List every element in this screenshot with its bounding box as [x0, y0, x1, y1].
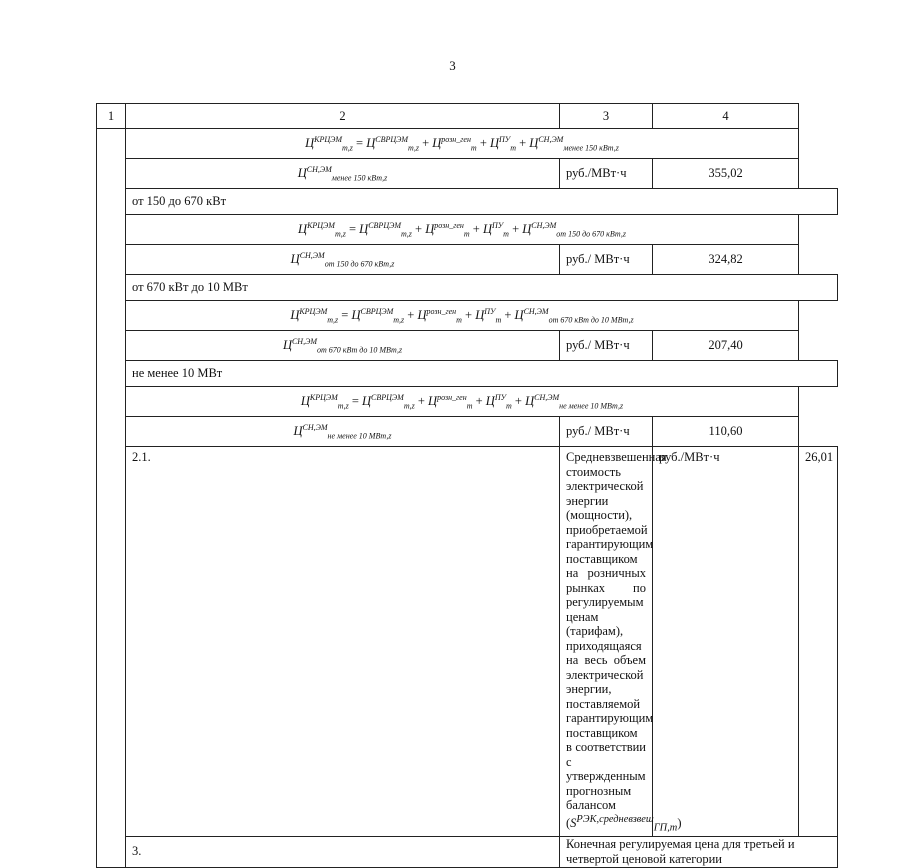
formula-row	[97, 215, 838, 245]
merged-number-cell	[97, 129, 126, 868]
header-col-3: 3	[560, 104, 653, 129]
formula-lhs: $Ц^{КРЦЭМ}_{m,z}$	[305, 134, 353, 153]
row-2-1	[97, 447, 838, 837]
formula-term-4: $Ц^{СН,ЭМ}_{не менее 10 МВт,z}$	[525, 392, 624, 411]
unit-cell: руб./МВт·ч	[560, 159, 653, 189]
formula-row	[97, 129, 838, 159]
formula-term-1: $Ц^{СВРЦЭМ}_{m,z}$	[366, 134, 419, 153]
unit-cell: руб./ МВт·ч	[560, 245, 653, 275]
param-term: $Ц^{СН,ЭМ}_{от 670 кВт до 10 МВт,z}$	[282, 336, 403, 355]
formula-term-3: $Ц^{ПУ}_m$	[482, 220, 509, 239]
band-label: не менее 10 МВт	[126, 361, 838, 387]
param-row	[97, 331, 838, 361]
row-3	[97, 836, 838, 867]
formula-term-2: $Ц^{розн\_ген}_m$	[432, 134, 477, 153]
param-symbol	[126, 245, 560, 275]
row-number: 2.1.	[126, 447, 560, 837]
unit-cell: руб./МВт·ч	[653, 447, 799, 837]
param-row	[97, 159, 838, 189]
formula-term-2: $Ц^{розн\_ген}_m$	[417, 306, 462, 325]
formula-term-1: $Ц^{СВРЦЭМ}_{m,z}$	[351, 306, 405, 325]
header-col-4: 4	[653, 104, 799, 129]
band-row	[97, 275, 838, 301]
param-row	[97, 417, 838, 447]
formula-term-2: $Ц^{розн\_ген}_m$	[428, 392, 473, 411]
value-cell: 110,60	[653, 417, 799, 447]
header-row	[97, 104, 838, 129]
param-term: $Ц^{СН,ЭМ}_{менее 150 кВт,z}$	[297, 164, 388, 183]
param-term: $Ц^{СН,ЭМ}_{не менее 10 МВт,z}$	[293, 422, 392, 441]
value-cell: 355,02	[653, 159, 799, 189]
formula-term-4: $Ц^{СН,ЭМ}_{от 670 кВт до 10 МВт,z}$	[514, 306, 634, 325]
formula-lhs: $Ц^{КРЦЭМ}_{m,z}$	[290, 306, 339, 325]
row-text: Конечная регулируемая цена для третьей и четвертой ценовой категории	[560, 836, 838, 867]
formula-term-4: $Ц^{СН,ЭМ}_{менее 150 кВт,z}$	[529, 134, 619, 153]
formula-lhs: $Ц^{КРЦЭМ}_{m,z}$	[300, 392, 349, 411]
value-cell: 324,82	[653, 245, 799, 275]
row-number: 3.	[126, 836, 560, 867]
formula: $Ц^{КРЦЭМ}_{m,z} = Ц^{СВРЦЭМ}_{m,z} + Ц^{розн\_ген}_m + Ц^{ПУ}_m + Ц^{СН,ЭМ}_{менее 150 кВт,z}$	[126, 129, 799, 159]
tariff-table	[96, 103, 838, 868]
param-symbol	[126, 159, 560, 189]
param-symbol	[126, 417, 560, 447]
balance-symbol: $S^{РЭК,средневзвеш}_{ГП,m}$	[570, 813, 678, 834]
formula-term-3: $Ц^{ПУ}_m$	[485, 392, 512, 411]
band-label: от 150 до 670 кВт	[126, 189, 838, 215]
band-row	[97, 189, 838, 215]
param-symbol	[126, 331, 560, 361]
formula: $Ц^{КРЦЭМ}_{m,z} = Ц^{СВРЦЭМ}_{m,z} + Ц^{розн\_ген}_m + Ц^{ПУ}_m + Ц^{СН,ЭМ}_{от 150 до 670 кВт,z}$	[126, 215, 799, 245]
param-term: $Ц^{СН,ЭМ}_{от 150 до 670 кВт,z}$	[290, 250, 395, 269]
formula-term-3: $Ц^{ПУ}_m$	[475, 306, 502, 325]
formula-term-1: $Ц^{СВРЦЭМ}_{m,z}$	[359, 220, 412, 239]
formula-term-1: $Ц^{СВРЦЭМ}_{m,z}$	[362, 392, 415, 411]
formula-row	[97, 387, 838, 417]
formula: $Ц^{КРЦЭМ}_{m,z} = Ц^{СВРЦЭМ}_{m,z} + Ц^{розн\_ген}_m + Ц^{ПУ}_m + Ц^{СН,ЭМ}_{от 670 кВт до 10 МВт,z}$	[126, 301, 799, 331]
formula: $Ц^{КРЦЭМ}_{m,z} = Ц^{СВРЦЭМ}_{m,z} + Ц^{розн\_ген}_m + Ц^{ПУ}_m + Ц^{СН,ЭМ}_{не менее 10 МВт,z}$	[126, 387, 799, 417]
formula-term-3: $Ц^{ПУ}_m$	[490, 134, 516, 153]
param-row	[97, 245, 838, 275]
formula-term-2: $Ц^{розн\_ген}_m$	[425, 220, 470, 239]
formula-lhs: $Ц^{КРЦЭМ}_{m,z}$	[298, 220, 346, 239]
header-col-2: 2	[126, 104, 560, 129]
unit-cell: руб./ МВт·ч	[560, 331, 653, 361]
row-text: Средневзвешенная стоимость электрической энергии (мощности), приобретаемой гарантирующим поставщиком на розничных рынках по регулируемым ценам (тарифам), приходящаяся на весь объем электрической энергии, поставляемой гарантирующим поставщиком в соответствии с утвержденным прогнозным балансом $(S^{РЭК,средневзвеш}_{ГП,m})$	[560, 447, 653, 837]
unit-cell: руб./ МВт·ч	[560, 417, 653, 447]
value-cell: 207,40	[653, 331, 799, 361]
formula-row	[97, 301, 838, 331]
formula-term-4: $Ц^{СН,ЭМ}_{от 150 до 670 кВт,z}$	[522, 220, 626, 239]
band-label: от 670 кВт до 10 МВт	[126, 275, 838, 301]
header-col-1: 1	[97, 104, 126, 129]
band-row	[97, 361, 838, 387]
value-cell: 26,01	[799, 447, 838, 837]
row-text-body: Средневзвешенная стоимость электрической энергии (мощности), приобретаемой гарантирующим поставщиком на розничных рынках по регулируемым ценам (тарифам), приходящаяся на весь объем электрической энергии, поставляемой гарантирующим поставщиком в соответствии с утвержденным прогнозным балансом (	[566, 450, 667, 830]
page-number: 3	[449, 58, 456, 73]
